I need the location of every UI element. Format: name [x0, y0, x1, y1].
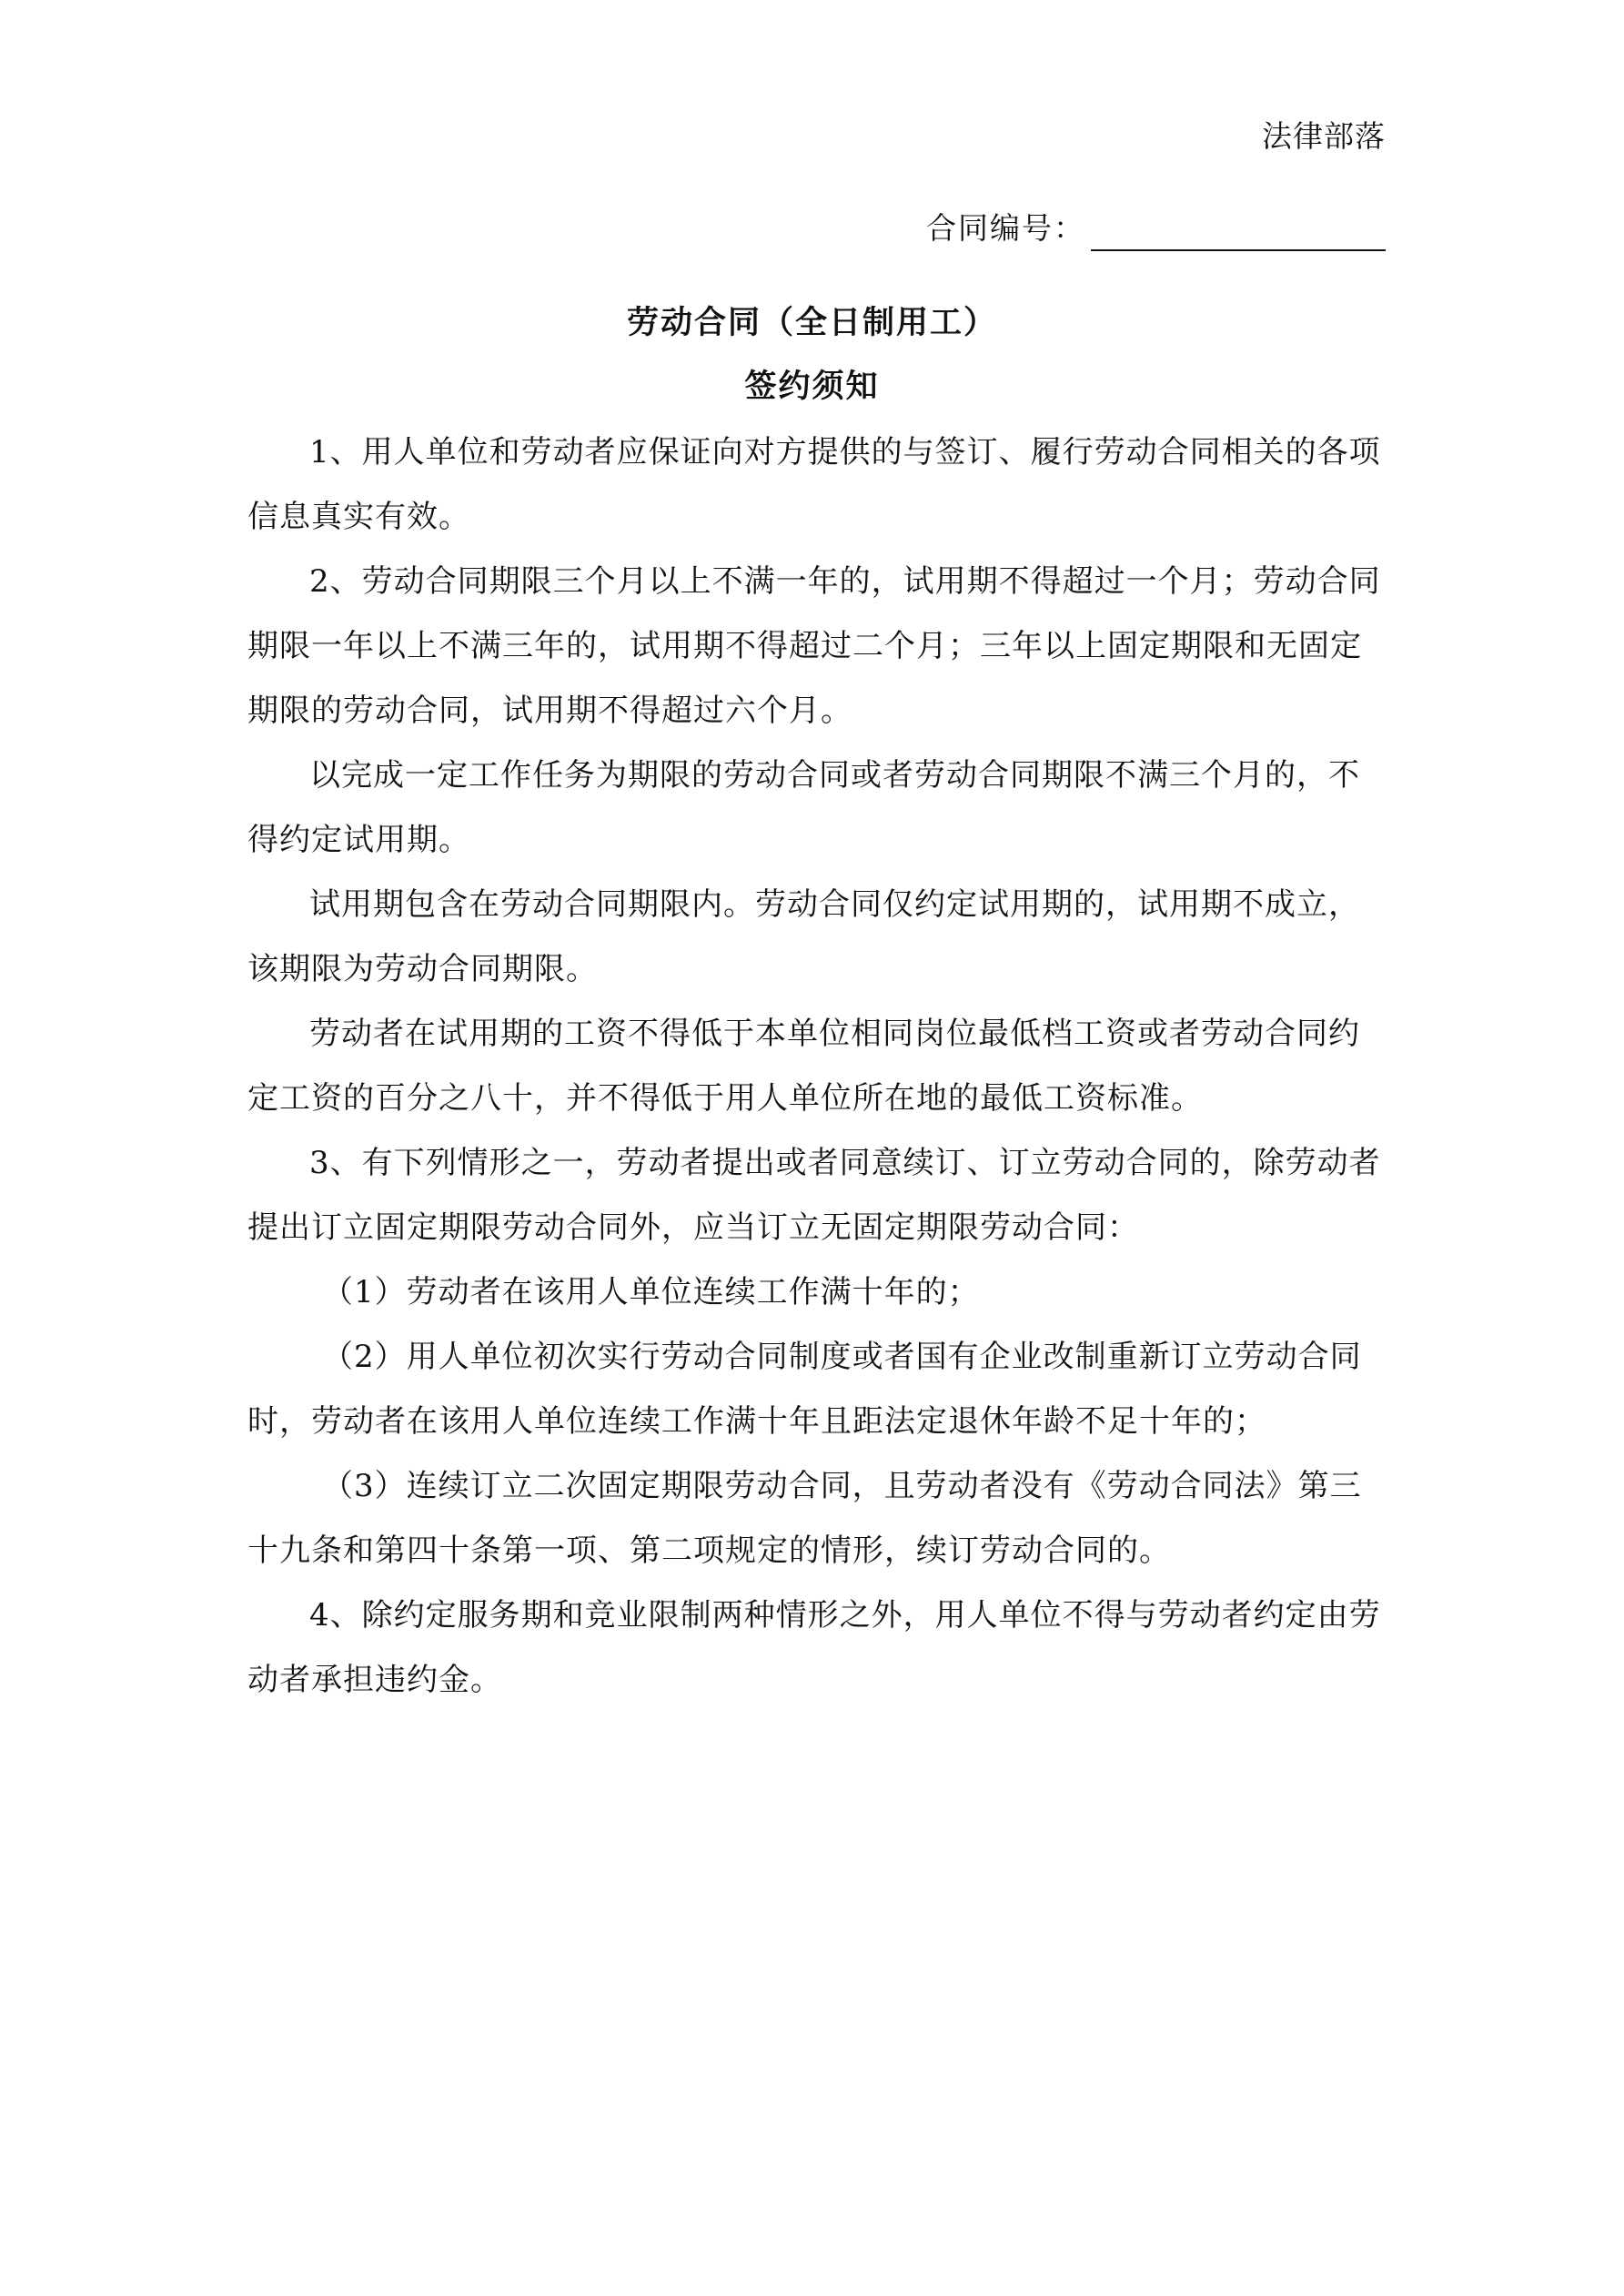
document-title: 劳动合同（全日制用工） — [626, 304, 997, 341]
notice-paragraph-1: 1、用人单位和劳动者应保证向对方提供的与签订、履行劳动合同相关的各项信息真实有效。 — [247, 434, 1381, 535]
notice-paragraph-6: 3、有下列情形之一，劳动者提出或者同意续订、订立劳动合同的，除劳动者提出订立固定期限劳动合同外，应当订立无固定期限劳动合同： — [247, 1145, 1381, 1246]
contract-number-row — [926, 206, 1386, 251]
document-subtitle: 签约须知 — [744, 368, 880, 405]
contract-number-label: 合同编号： — [926, 210, 1085, 246]
contract-number-blank-line — [1091, 213, 1386, 251]
notice-paragraph-2: 2、劳动合同期限三个月以上不满一年的，试用期不得超过一个月；劳动合同期限一年以上不满三年的，试用期不得超过二个月；三年以上固定期限和无固定期限的劳动合同，试用期不得超过六个月。 — [247, 563, 1381, 729]
notice-item-1: （1）劳动者在该用人单位连续工作满十年的； — [322, 1274, 980, 1310]
notice-paragraph-4: 试用期包含在劳动合同期限内。劳动合同仅约定试用期的，试用期不成立，该期限为劳动合同期限。 — [247, 886, 1360, 987]
notice-body — [247, 420, 1390, 1713]
notice-paragraph-7: 4、除约定服务期和竞业限制两种情形之外，用人单位不得与劳动者约定由劳动者承担违约金。 — [247, 1597, 1381, 1698]
notice-paragraph-3: 以完成一定工作任务为期限的劳动合同或者劳动合同期限不满三个月的，不得约定试用期。 — [247, 757, 1360, 858]
notice-item-3: （3）连续订立二次固定期限劳动合同，且劳动者没有《劳动合同法》第三十九条和第四十条第一项、第二项规定的情形，续订劳动合同的。 — [247, 1468, 1362, 1569]
notice-item-2: （2）用人单位初次实行劳动合同制度或者国有企业改制重新订立劳动合同时，劳动者在该用人单位连续工作满十年且距法定退休年龄不足十年的； — [247, 1339, 1362, 1440]
header-source-label: 法律部落 — [1262, 118, 1386, 154]
notice-paragraph-5: 劳动者在试用期的工资不得低于本单位相同岗位最低档工资或者劳动合同约定工资的百分之八十，并不得低于用人单位所在地的最低工资标准。 — [247, 1016, 1360, 1117]
